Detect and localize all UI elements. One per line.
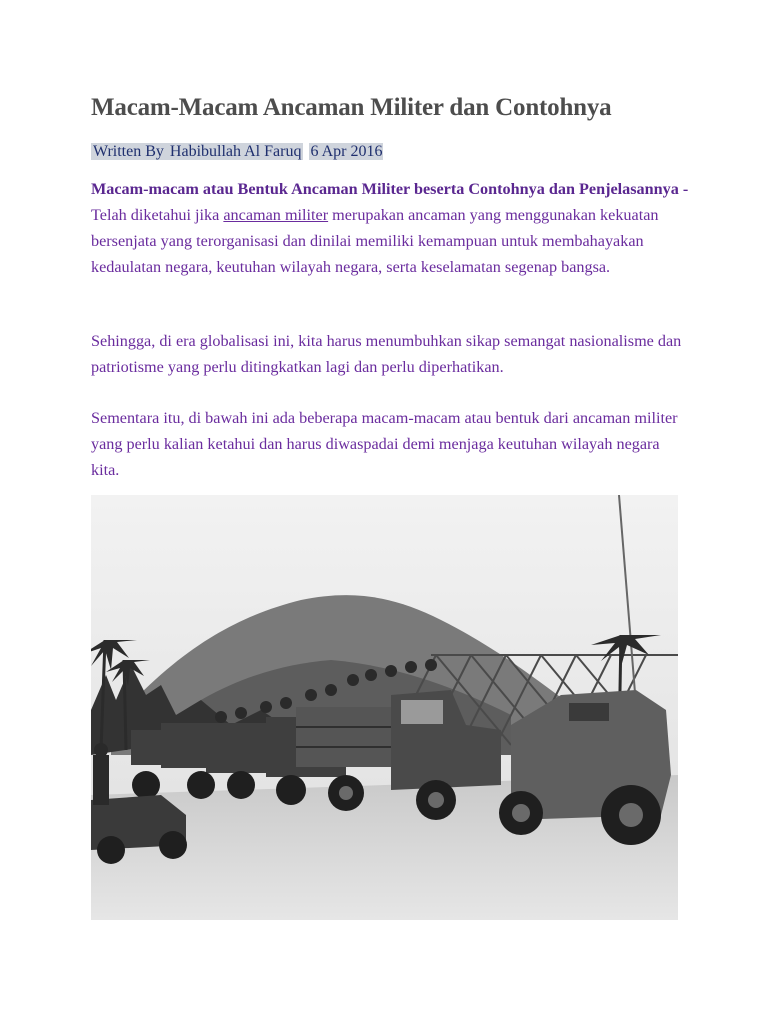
byline [91,140,383,164]
intro-text-b: merupakan ancaman yang menggunakan kekuatan bersenjata yang terorganisasi dan dinilai memiliki kemampuan untuk membahayakan kedaulatan negara, keutuhan wilayah negara, serta keselamatan segenap bangsa. [91,206,659,276]
ancaman-militer-link[interactable]: ancaman militer [223,206,329,224]
intro-text-a: Telah diketahui jika [91,206,224,224]
intro-paragraph [91,176,691,280]
author-name: Habibullah Al Faruq [169,143,302,160]
byline-prefix: Written By [93,143,164,160]
intro-lead: Macam-macam atau Bentuk Ancaman Militer beserta Contohnya dan Penjelasannya - [91,180,689,198]
paragraph-nationalism: Sehingga, di era globalisasi ini, kita harus menumbuhkan sikap semangat nasionalisme dan patriotisme yang perlu ditingkatkan lagi dan perlu diperhatikan. [91,332,682,376]
page-title: Macam-Macam Ancaman Militer dan Contohnya [91,94,612,121]
military-convoy-photo [91,495,678,920]
military-convoy-photo-icon [91,495,678,920]
byline-author [91,143,303,160]
paragraph-threat-list-intro: Sementara itu, di bawah ini ada beberapa macam-macam atau bentuk dari ancaman militer yang perlu kalian ketahui dan harus diwaspadai demi menjaga keutuhan wilayah negara kita. [91,409,678,479]
byline-date: 6 Apr 2016 [310,143,383,160]
